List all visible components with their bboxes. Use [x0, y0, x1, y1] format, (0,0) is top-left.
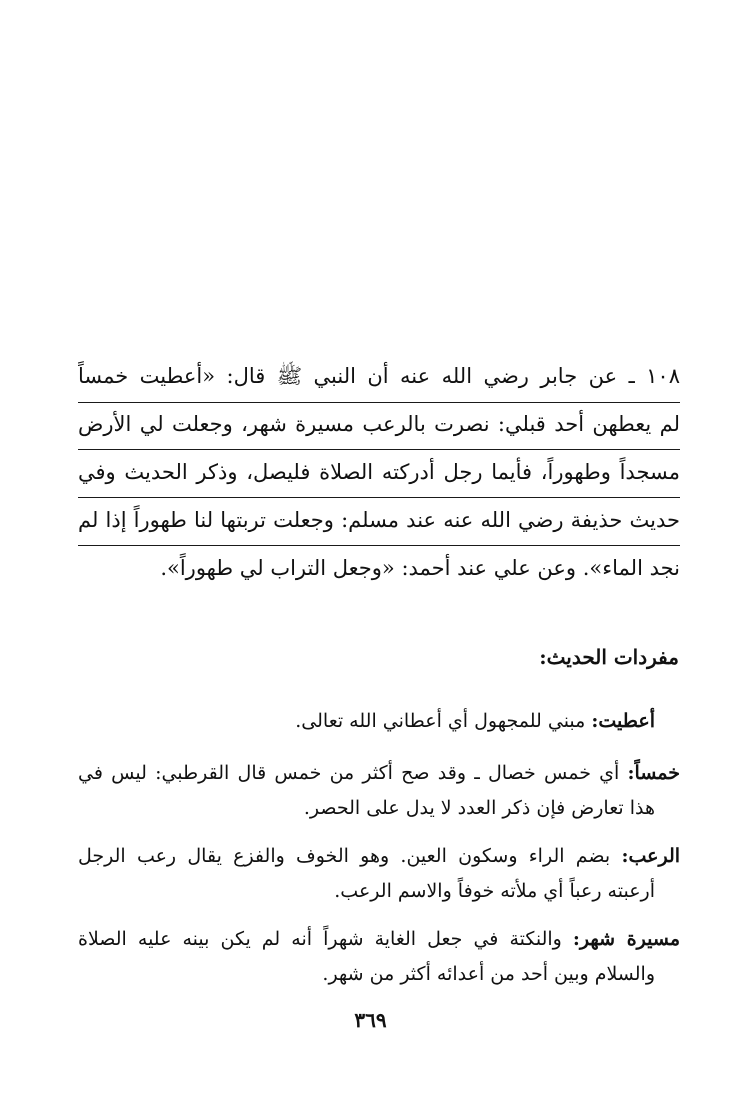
vocab-line: هذا تعارض فإن ذكر العدد لا يدل على الحصر.: [303, 797, 655, 819]
vocab-line: أرعبته رعباً أي ملأته خوفاً والاسم الرعب.: [334, 880, 655, 902]
vocab-line: [78, 922, 680, 957]
vocab-definition: مبني للمجهول أي أعطاني الله تعالى.: [295, 710, 586, 732]
vocab-entry: [78, 756, 680, 826]
vocab-term: مسيرة شهر:: [572, 928, 680, 950]
line-rule: [78, 449, 680, 450]
line-rule: [78, 402, 680, 403]
hadith-line: نجد الماء». وعن علي عند أحمد: «وجعل التراب لي طهوراً».: [160, 556, 680, 580]
vocab-line: والسلام وبين أحد من أعدائه أكثر من شهر.: [322, 963, 655, 985]
vocab-definition: بضم الراء وسكون العين. وهو الخوف والفزع يقال رعب الرجل: [78, 845, 611, 867]
page-number: ٣٦٩: [354, 1008, 387, 1032]
vocab-term: الرعب:: [621, 845, 680, 867]
hadith-line: مسجداً وطهوراً، فأيما رجل أدركته الصلاة فليصل، وذكر الحديث وفي: [78, 460, 680, 484]
section-title: مفردات الحديث:: [539, 645, 679, 669]
vocab-entry: [78, 839, 680, 909]
vocab-line: [78, 839, 680, 874]
line-rule: [78, 497, 680, 498]
vocab-definition: أي خمس خصال ـ وقد صح أكثر من خمس قال القرطبي: ليس في: [78, 762, 620, 784]
vocab-term: أعطيت:: [591, 710, 655, 732]
vocab-line: [78, 704, 680, 739]
vocab-entry: [78, 704, 680, 739]
vocab-definition: والنكتة في جعل الغاية شهراً أنه لم يكن بينه عليه الصلاة: [78, 928, 562, 950]
vocab-line: [78, 756, 680, 791]
hadith-line: لم يعطهن أحد قبلي: نصرت بالرعب مسيرة شهر، وجعلت لي الأرض: [78, 412, 680, 436]
hadith-line: ١٠٨ ـ عن جابر رضي الله عنه أن النبي ﷺ قال: «أعطيت خمساً: [78, 364, 680, 388]
vocab-entry: [78, 922, 680, 992]
hadith-line: حديث حذيفة رضي الله عنه عند مسلم: وجعلت تربتها لنا طهوراً إذا لم: [78, 508, 680, 532]
line-rule: [78, 545, 680, 546]
hadith-text: [78, 352, 680, 592]
vocab-term: خمساً:: [627, 762, 680, 784]
